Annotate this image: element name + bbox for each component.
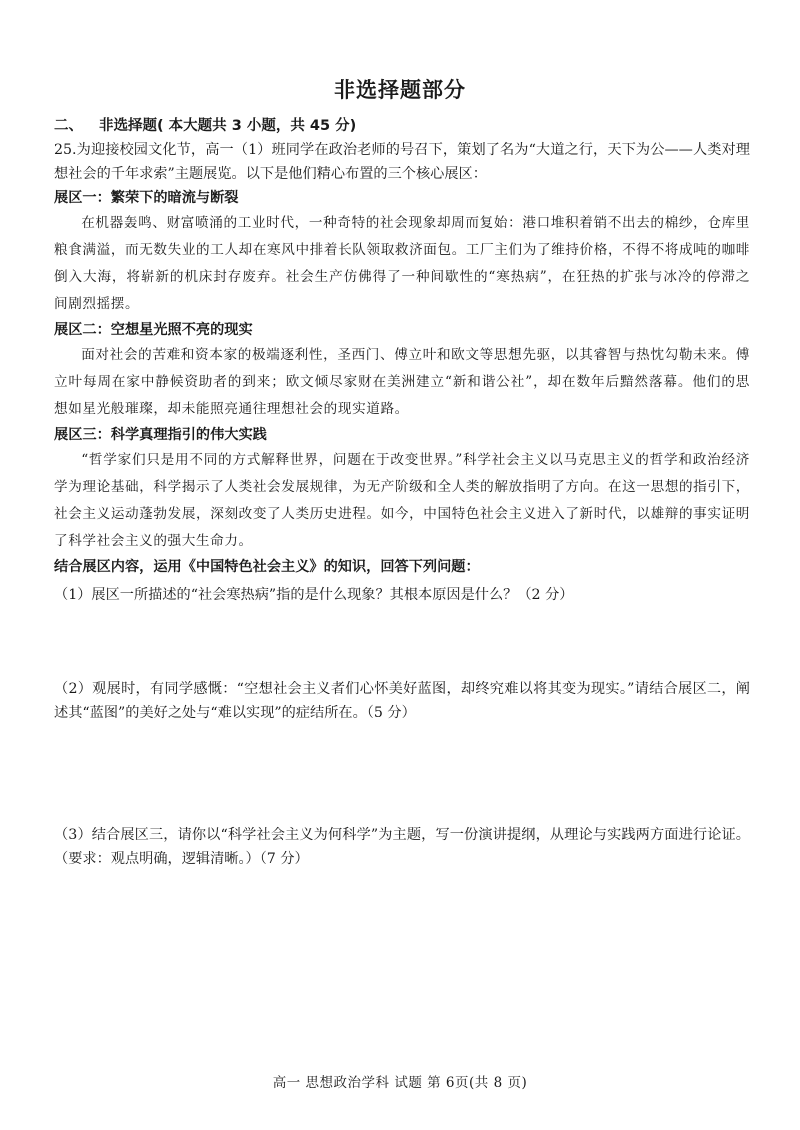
exhibit-2-title: 展区二：空想星光照不亮的现实 xyxy=(54,322,253,338)
exhibit-3-text: “哲学家们只是用不同的方式解释世界，问题在于改变世界。”科学社会主义以马克思主义的哲学和政治经济学为理论基础，科学揭示了人类社会发展规律，为无产阶级和全人类的解放指明了方向。在这一思想的指引下，社会主义运动蓬勃发展，深刻改变了人类历史进程。如今，中国特色社会主义进入了新时代，以雄辩的事实证明了科学社会主义的强大生命力。 xyxy=(54,452,750,549)
section-heading-text: 非选择题( 本大题共 3 小题，共 45 分) xyxy=(99,118,357,134)
question-content xyxy=(54,114,750,871)
question-intro: 25.为迎接校园文化节，高一（1）班同学在政治老师的号召下，策划了名为“大道之行，天下为公——人类对理想社会的千年求索”主题展览。以下是他们精心布置的三个核心展区： xyxy=(54,142,750,182)
sub-question-3: （3）结合展区三，请你以“科学社会主义为何科学”为主题，写一份演讲提纲，从理论与实践两方面进行论证。（要求：观点明确，逻辑清晰。）（7 分） xyxy=(54,827,750,867)
answer-instruction: 结合展区内容，运用《中国特色社会主义》的知识，回答下列问题： xyxy=(54,559,480,575)
sub-question-2: （2）观展时，有同学感慨：“空想社会主义者们心怀美好蓝图，却终究难以将其变为现实。”请结合展区二，阐述其“蓝图”的美好之处与“难以实现”的症结所在。（5 分） xyxy=(54,681,750,721)
section-number: 二、 xyxy=(54,118,83,134)
exhibit-1-text: 在机器轰鸣、财富喷涌的工业时代，一种奇特的社会现象却周而复始：港口堆积着销不出去的棉纱，仓库里粮食满溢，而无数失业的工人却在寒风中排着长队领取救济面包。工厂主们为了维持价格，不得不将成吨的咖啡倒入大海，将崭新的机床封存废弃。社会生产仿佛得了一种间歇性的“寒热病”，在狂热的扩张与冰冷的停滞之间剧烈摇摆。 xyxy=(54,215,750,312)
exhibit-3-title: 展区三：科学真理指引的伟大实践 xyxy=(54,427,267,443)
exhibit-1-title: 展区一：繁荣下的暗流与断裂 xyxy=(54,190,239,206)
section-heading xyxy=(54,114,750,138)
sub-question-1: （1）展区一所描述的“社会寒热病”指的是什么现象？其根本原因是什么？（2 分） xyxy=(54,587,574,603)
exhibit-2-text: 面对社会的苦难和资本家的极端逐利性，圣西门、傅立叶和欧文等思想先驱，以其睿智与热忱勾勒未来。傅立叶每周在家中静候资助者的到来；欧文倾尽家财在美洲建立“新和谐公社”，却在数年后黯然落幕。他们的思想如星光般璀璨，却未能照亮通往理想社会的现实道路。 xyxy=(54,347,750,417)
page-footer: 高一 思想政治学科 试题 第 6页(共 8 页) xyxy=(272,1075,528,1091)
page-title: 非选择题部分 xyxy=(334,78,466,102)
